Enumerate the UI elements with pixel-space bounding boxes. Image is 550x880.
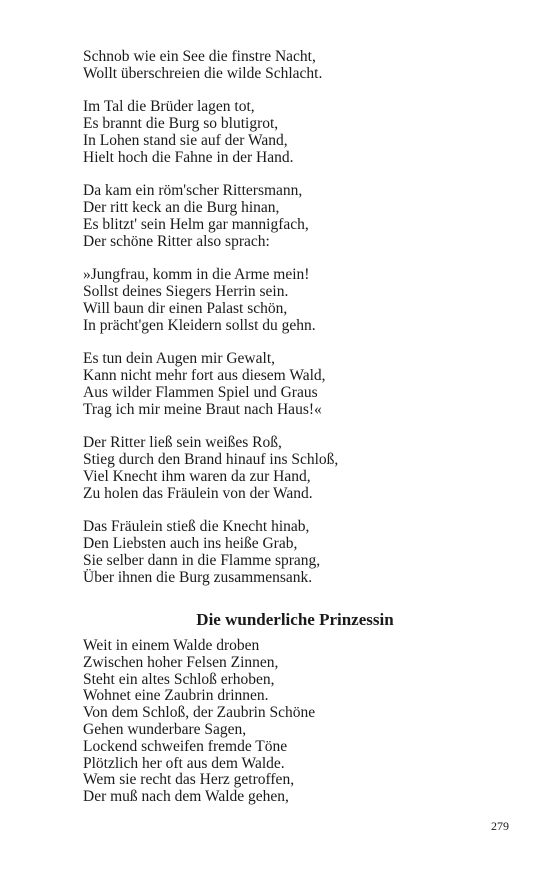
new-poem — [83, 638, 513, 806]
poem-line: Plötzlich her oft aus dem Walde. — [83, 754, 285, 772]
poem-line: Es blitzt' sein Helm gar mannigfach, — [83, 215, 309, 233]
poem-line: Viel Knecht ihm waren da zur Hand, — [83, 467, 311, 485]
poem-line: Stieg durch den Brand hinauf ins Schloß, — [83, 451, 339, 469]
poem-line: Will baun dir einen Palast schön, — [83, 299, 288, 317]
poem-line: Von dem Schloß, der Zaubrin Schöne — [83, 704, 316, 722]
stanza-1 — [83, 49, 513, 83]
poem-line: Zwischen hoher Felsen Zinnen, — [83, 653, 279, 671]
stanza-2 — [83, 99, 513, 166]
poem-line: Weit in einem Walde droben — [83, 637, 260, 654]
poem-line: Den Liebsten auch ins heiße Grab, — [83, 535, 298, 553]
poem-line: Wollt überschreien die wilde Schlacht. — [83, 64, 323, 82]
poem-line: Der muß nach dem Walde gehen, — [83, 788, 289, 806]
poem-line: Sollst deines Siegers Herrin sein. — [83, 283, 289, 301]
poem-line: »Jungfrau, komm in die Arme mein! — [83, 266, 310, 284]
continued-poem — [83, 49, 513, 587]
stanza-4 — [83, 267, 513, 334]
poem-line: Sie selber dann in die Flamme sprang, — [83, 551, 321, 569]
poem-line: Der Ritter ließ sein weißes Roß, — [83, 434, 282, 452]
poem-line: Aus wilder Flammen Spiel und Graus — [83, 383, 318, 401]
poem-line: Wem sie recht das Herz getroffen, — [83, 771, 295, 789]
poem-line: Zu holen das Fräulein von der Wand. — [83, 484, 313, 502]
stanza-3 — [83, 183, 513, 250]
stanza-5 — [83, 351, 513, 418]
poem-line: Lockend schweifen fremde Töne — [83, 737, 288, 755]
poem-line: Das Fräulein stieß die Knecht hinab, — [83, 518, 310, 536]
poem-line: Im Tal die Brüder lagen tot, — [83, 98, 255, 116]
poem-line: Schnob wie ein See die finstre Nacht, — [83, 48, 316, 65]
poem-line: Hielt hoch die Fahne in der Hand. — [83, 148, 294, 166]
poem-line: Gehen wunderbare Sagen, — [83, 720, 247, 738]
page-number: 279 — [491, 819, 509, 833]
poem-line: Es tun dein Augen mir Gewalt, — [83, 350, 275, 368]
poem-line: Über ihnen die Burg zusammensank. — [83, 568, 313, 586]
poem-line: Kann nicht mehr fort aus diesem Wald, — [83, 367, 326, 385]
poem-line: Der schöne Ritter also sprach: — [83, 232, 270, 250]
poem-line: Der ritt keck an die Burg hinan, — [83, 199, 280, 217]
poem-line: Trag ich mir meine Braut nach Haus!« — [83, 400, 322, 418]
poem-line: Wohnet eine Zaubrin drinnen. — [83, 687, 269, 705]
poem-line: Steht ein altes Schloß erhoben, — [83, 670, 275, 688]
poem-line: Es brannt die Burg so blutigrot, — [83, 115, 279, 133]
poem-line: In Lohen stand sie auf der Wand, — [83, 131, 288, 149]
poem-line: In prächt'gen Kleidern sollst du gehn. — [83, 316, 316, 334]
poem-title: Die wunderliche Prinzessin — [196, 610, 394, 629]
poem-line: Da kam ein röm'scher Rittersmann, — [83, 182, 303, 200]
stanza-6 — [83, 435, 513, 502]
stanza-7 — [83, 519, 513, 586]
